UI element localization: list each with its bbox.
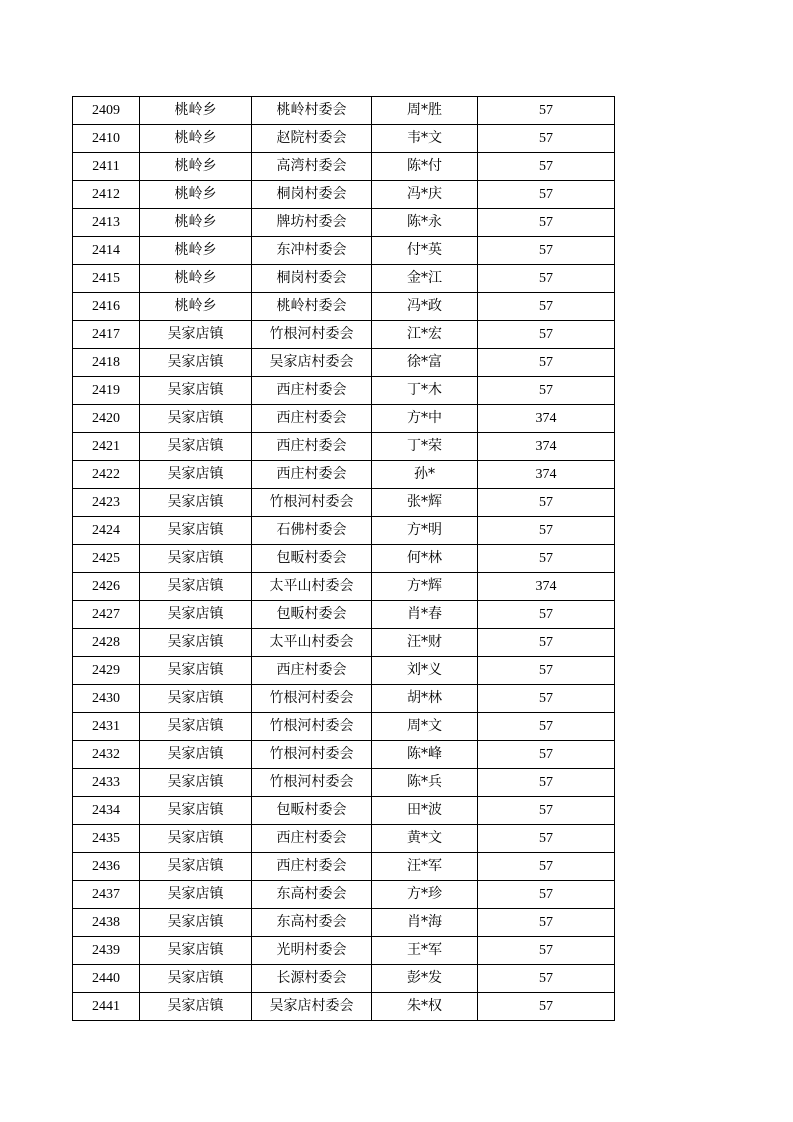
village-cell: 竹根河村委会 [252, 321, 372, 349]
table-row [73, 377, 615, 405]
village-cell: 西庄村委会 [252, 825, 372, 853]
row-number-cell: 2414 [73, 237, 140, 265]
village-cell: 包畈村委会 [252, 601, 372, 629]
row-number-cell: 2430 [73, 685, 140, 713]
name-cell: 肖*海 [372, 909, 478, 937]
name-cell: 汪*军 [372, 853, 478, 881]
amount-cell: 374 [478, 405, 615, 433]
village-cell: 桃岭村委会 [252, 293, 372, 321]
name-cell: 周*文 [372, 713, 478, 741]
village-cell: 牌坊村委会 [252, 209, 372, 237]
town-cell: 桃岭乡 [140, 237, 252, 265]
name-cell: 方*明 [372, 517, 478, 545]
village-cell: 包畈村委会 [252, 797, 372, 825]
town-cell: 吴家店镇 [140, 629, 252, 657]
amount-cell: 57 [478, 685, 615, 713]
table-row [73, 909, 615, 937]
town-cell: 吴家店镇 [140, 713, 252, 741]
name-cell: 冯*庆 [372, 181, 478, 209]
amount-cell: 374 [478, 433, 615, 461]
table-row [73, 825, 615, 853]
amount-cell: 57 [478, 293, 615, 321]
amount-cell: 57 [478, 937, 615, 965]
table-row [73, 125, 615, 153]
village-cell: 竹根河村委会 [252, 713, 372, 741]
town-cell: 吴家店镇 [140, 853, 252, 881]
table-row [73, 881, 615, 909]
table-row [73, 601, 615, 629]
town-cell: 吴家店镇 [140, 657, 252, 685]
amount-cell: 57 [478, 377, 615, 405]
table-row [73, 181, 615, 209]
row-number-cell: 2427 [73, 601, 140, 629]
town-cell: 吴家店镇 [140, 545, 252, 573]
amount-cell: 57 [478, 657, 615, 685]
name-cell: 刘*义 [372, 657, 478, 685]
row-number-cell: 2416 [73, 293, 140, 321]
town-cell: 吴家店镇 [140, 993, 252, 1021]
row-number-cell: 2438 [73, 909, 140, 937]
village-cell: 太平山村委会 [252, 573, 372, 601]
amount-cell: 57 [478, 993, 615, 1021]
town-cell: 吴家店镇 [140, 769, 252, 797]
name-cell: 田*波 [372, 797, 478, 825]
name-cell: 汪*财 [372, 629, 478, 657]
name-cell: 胡*林 [372, 685, 478, 713]
row-number-cell: 2434 [73, 797, 140, 825]
name-cell: 彭*发 [372, 965, 478, 993]
amount-cell: 57 [478, 769, 615, 797]
village-cell: 西庄村委会 [252, 657, 372, 685]
table-row [73, 937, 615, 965]
row-number-cell: 2429 [73, 657, 140, 685]
row-number-cell: 2432 [73, 741, 140, 769]
amount-cell: 57 [478, 909, 615, 937]
town-cell: 吴家店镇 [140, 433, 252, 461]
table-body [73, 97, 615, 1021]
name-cell: 方*辉 [372, 573, 478, 601]
amount-cell: 57 [478, 545, 615, 573]
amount-cell: 57 [478, 853, 615, 881]
row-number-cell: 2441 [73, 993, 140, 1021]
row-number-cell: 2422 [73, 461, 140, 489]
village-cell: 竹根河村委会 [252, 769, 372, 797]
town-cell: 桃岭乡 [140, 293, 252, 321]
amount-cell: 57 [478, 265, 615, 293]
row-number-cell: 2418 [73, 349, 140, 377]
town-cell: 吴家店镇 [140, 461, 252, 489]
town-cell: 吴家店镇 [140, 405, 252, 433]
village-cell: 桃岭村委会 [252, 97, 372, 125]
name-cell: 丁*木 [372, 377, 478, 405]
town-cell: 吴家店镇 [140, 517, 252, 545]
table-row [73, 853, 615, 881]
village-cell: 光明村委会 [252, 937, 372, 965]
town-cell: 吴家店镇 [140, 573, 252, 601]
row-number-cell: 2419 [73, 377, 140, 405]
town-cell: 吴家店镇 [140, 377, 252, 405]
row-number-cell: 2436 [73, 853, 140, 881]
town-cell: 桃岭乡 [140, 97, 252, 125]
name-cell: 张*辉 [372, 489, 478, 517]
table-row [73, 545, 615, 573]
name-cell: 何*林 [372, 545, 478, 573]
amount-cell: 57 [478, 713, 615, 741]
town-cell: 吴家店镇 [140, 321, 252, 349]
name-cell: 陈*永 [372, 209, 478, 237]
amount-cell: 374 [478, 461, 615, 489]
name-cell: 陈*兵 [372, 769, 478, 797]
amount-cell: 57 [478, 321, 615, 349]
table-row [73, 629, 615, 657]
name-cell: 付*英 [372, 237, 478, 265]
town-cell: 吴家店镇 [140, 881, 252, 909]
town-cell: 吴家店镇 [140, 685, 252, 713]
town-cell: 桃岭乡 [140, 125, 252, 153]
row-number-cell: 2423 [73, 489, 140, 517]
table-row [73, 657, 615, 685]
row-number-cell: 2421 [73, 433, 140, 461]
table-row [73, 97, 615, 125]
village-cell: 吴家店村委会 [252, 349, 372, 377]
amount-cell: 57 [478, 741, 615, 769]
row-number-cell: 2424 [73, 517, 140, 545]
town-cell: 桃岭乡 [140, 209, 252, 237]
table-row [73, 433, 615, 461]
town-cell: 吴家店镇 [140, 909, 252, 937]
name-cell: 孙* [372, 461, 478, 489]
table-row [73, 265, 615, 293]
town-cell: 吴家店镇 [140, 797, 252, 825]
town-cell: 吴家店镇 [140, 349, 252, 377]
amount-cell: 57 [478, 489, 615, 517]
village-cell: 竹根河村委会 [252, 685, 372, 713]
table-row [73, 349, 615, 377]
name-cell: 陈*峰 [372, 741, 478, 769]
name-cell: 江*宏 [372, 321, 478, 349]
village-cell: 西庄村委会 [252, 853, 372, 881]
village-cell: 赵院村委会 [252, 125, 372, 153]
village-cell: 西庄村委会 [252, 377, 372, 405]
amount-cell: 57 [478, 153, 615, 181]
row-number-cell: 2413 [73, 209, 140, 237]
table-row [73, 965, 615, 993]
name-cell: 周*胜 [372, 97, 478, 125]
town-cell: 桃岭乡 [140, 153, 252, 181]
village-cell: 桐岗村委会 [252, 265, 372, 293]
name-cell: 朱*权 [372, 993, 478, 1021]
village-cell: 高湾村委会 [252, 153, 372, 181]
table-row [73, 769, 615, 797]
row-number-cell: 2428 [73, 629, 140, 657]
row-number-cell: 2439 [73, 937, 140, 965]
row-number-cell: 2433 [73, 769, 140, 797]
table-row [73, 461, 615, 489]
table-row [73, 293, 615, 321]
name-cell: 韦*文 [372, 125, 478, 153]
row-number-cell: 2412 [73, 181, 140, 209]
name-cell: 徐*富 [372, 349, 478, 377]
amount-cell: 57 [478, 881, 615, 909]
data-table [72, 96, 615, 1021]
village-cell: 包畈村委会 [252, 545, 372, 573]
amount-cell: 57 [478, 349, 615, 377]
name-cell: 金*江 [372, 265, 478, 293]
name-cell: 王*军 [372, 937, 478, 965]
row-number-cell: 2409 [73, 97, 140, 125]
amount-cell: 57 [478, 601, 615, 629]
row-number-cell: 2431 [73, 713, 140, 741]
name-cell: 丁*荣 [372, 433, 478, 461]
row-number-cell: 2410 [73, 125, 140, 153]
row-number-cell: 2426 [73, 573, 140, 601]
town-cell: 吴家店镇 [140, 965, 252, 993]
table-row [73, 209, 615, 237]
village-cell: 东高村委会 [252, 881, 372, 909]
row-number-cell: 2425 [73, 545, 140, 573]
amount-cell: 57 [478, 209, 615, 237]
amount-cell: 374 [478, 573, 615, 601]
row-number-cell: 2420 [73, 405, 140, 433]
table-row [73, 713, 615, 741]
row-number-cell: 2440 [73, 965, 140, 993]
town-cell: 吴家店镇 [140, 741, 252, 769]
amount-cell: 57 [478, 237, 615, 265]
name-cell: 冯*政 [372, 293, 478, 321]
village-cell: 桐岗村委会 [252, 181, 372, 209]
table-row [73, 685, 615, 713]
amount-cell: 57 [478, 125, 615, 153]
row-number-cell: 2411 [73, 153, 140, 181]
village-cell: 太平山村委会 [252, 629, 372, 657]
village-cell: 西庄村委会 [252, 461, 372, 489]
table-row [73, 741, 615, 769]
amount-cell: 57 [478, 629, 615, 657]
table-row [73, 489, 615, 517]
row-number-cell: 2437 [73, 881, 140, 909]
amount-cell: 57 [478, 825, 615, 853]
village-cell: 吴家店村委会 [252, 993, 372, 1021]
town-cell: 吴家店镇 [140, 825, 252, 853]
town-cell: 吴家店镇 [140, 937, 252, 965]
village-cell: 西庄村委会 [252, 405, 372, 433]
amount-cell: 57 [478, 797, 615, 825]
table-row [73, 993, 615, 1021]
table-row [73, 153, 615, 181]
town-cell: 桃岭乡 [140, 181, 252, 209]
amount-cell: 57 [478, 517, 615, 545]
table-row [73, 797, 615, 825]
row-number-cell: 2435 [73, 825, 140, 853]
village-cell: 东高村委会 [252, 909, 372, 937]
amount-cell: 57 [478, 965, 615, 993]
name-cell: 方*中 [372, 405, 478, 433]
village-cell: 东冲村委会 [252, 237, 372, 265]
village-cell: 长源村委会 [252, 965, 372, 993]
table-row [73, 321, 615, 349]
name-cell: 陈*付 [372, 153, 478, 181]
table-row [73, 517, 615, 545]
amount-cell: 57 [478, 181, 615, 209]
town-cell: 吴家店镇 [140, 489, 252, 517]
town-cell: 吴家店镇 [140, 601, 252, 629]
name-cell: 方*珍 [372, 881, 478, 909]
village-cell: 西庄村委会 [252, 433, 372, 461]
table-row [73, 573, 615, 601]
name-cell: 黄*文 [372, 825, 478, 853]
row-number-cell: 2417 [73, 321, 140, 349]
village-cell: 竹根河村委会 [252, 489, 372, 517]
table-row [73, 237, 615, 265]
amount-cell: 57 [478, 97, 615, 125]
town-cell: 桃岭乡 [140, 265, 252, 293]
village-cell: 石佛村委会 [252, 517, 372, 545]
table-row [73, 405, 615, 433]
row-number-cell: 2415 [73, 265, 140, 293]
name-cell: 肖*春 [372, 601, 478, 629]
village-cell: 竹根河村委会 [252, 741, 372, 769]
